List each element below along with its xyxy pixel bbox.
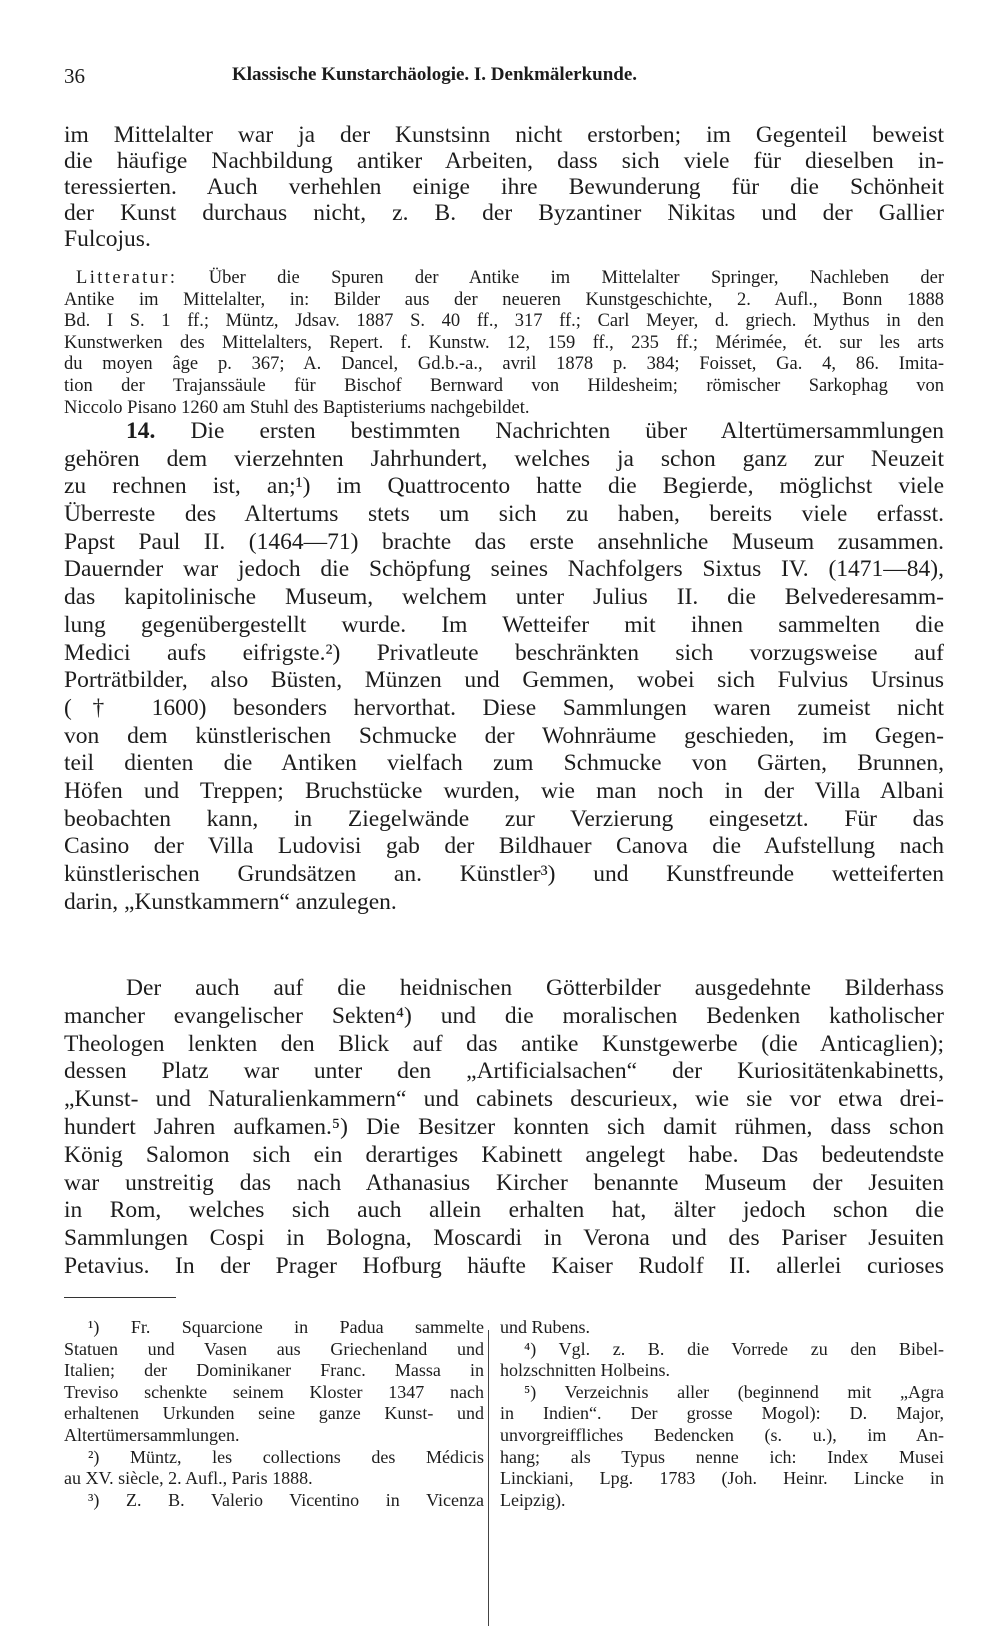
running-head: Klassische Kunstarchäologie. I. Denkmälerkunde. <box>232 64 638 85</box>
text-line: hundert Jahren aufkamen.⁵) Die Besitzer konnten sich damit rühmen, dass schon <box>64 1113 944 1140</box>
literature-line: tion der Trajanssäule für Bischof Bernward von Hildesheim; römischer Sarkophag von <box>64 375 944 396</box>
literature-line: Niccolo Pisano 1260 am Stuhl des Baptisteriums nachgebildet. <box>64 397 530 418</box>
text-line: Dauernder war jedoch die Schöpfung seines Nachfolgers Sixtus IV. (1471—84), <box>64 556 944 583</box>
section-number: 14. <box>126 418 156 444</box>
text-line: darin, „Kunstkammern“ anzulegen. <box>64 888 397 915</box>
text-line: lung gegenübergestellt wurde. Im Wetteifer mit ihnen sammelten die <box>64 611 944 638</box>
literature-line: Kunstwerken des Mittelalters, Repert. f. Kunstw. 12, 159 ff., 235 ff.; Mérimée, ét. sur les arts <box>64 332 944 353</box>
footnote-rule <box>64 1297 176 1298</box>
literature-block <box>64 268 944 419</box>
text-line: Porträtbilder, also Büsten, Münzen und Gemmen, wobei sich Fulvius Ursinus <box>64 667 944 694</box>
text-line: zu rechnen ist, an;¹) im Quattrocento hatte die Begierde, möglichst viele <box>64 473 944 500</box>
footnote-line: Statuen und Vasen aus Griechenland und <box>64 1338 484 1359</box>
text-line: teil dienten die Antiken vielfach zum Schmucke von Gärten, Brunnen, <box>64 750 944 777</box>
footnotes-right-column <box>500 1317 944 1511</box>
text-line: „Kunst- und Naturalienkammern“ und cabinets descurieux, wie sie vor etwa drei- <box>64 1086 944 1113</box>
text-line: Medici aufs eifrigste.²) Privatleute beschränkten sich vorzugsweise auf <box>64 639 944 666</box>
footnote-line: ¹) Fr. Squarcione in Padua sammelte <box>88 1317 484 1337</box>
footnote-line: au XV. siècle, 2. Aufl., Paris 1888. <box>64 1468 313 1489</box>
text-line: († 1600) besonders hervorthat. Diese Sammlungen waren zumeist nicht <box>64 694 944 721</box>
footnote-column-divider <box>488 1330 489 1626</box>
text-line: Der auch auf die heidnischen Götterbilder ausgedehnte Bilderhass <box>126 975 944 1001</box>
text-line: Überreste des Altertums stets um sich zu haben, bereits viele erfasst. <box>64 501 944 528</box>
text-line: der Kunst durchaus nicht, z. B. der Byzantiner Nikitas und der Gallier <box>64 200 944 226</box>
footnote-line: unvorgreiffliches Bedencken (s. u.), im An- <box>500 1424 944 1445</box>
footnote-line: ⁵) Verzeichnis aller (beginnend mit „Agra <box>524 1381 944 1402</box>
text-line: Sammlungen Cospi in Bologna, Moscardi in Verona und des Pariser Jesuiten <box>64 1225 944 1252</box>
footnote-line: Leipzig). <box>500 1489 566 1510</box>
footnote-line: hang; als Typus nenne ich: Index Musei <box>500 1446 944 1467</box>
footnotes-left-column <box>64 1317 484 1511</box>
text-line: die häufige Nachbildung antiker Arbeiten, dass sich viele für dieselben in- <box>64 148 944 174</box>
text-line: Höfen und Treppen; Bruchstücke wurden, wie man noch in der Villa Albani <box>64 777 944 804</box>
literature-line: Antike im Mittelalter, in: Bilder aus der neueren Kunstgeschichte, 2. Aufl., Bonn 1888 <box>64 289 944 310</box>
footnote-line: und Rubens. <box>500 1317 590 1337</box>
text-line: mancher evangelischer Sekten⁴) und die moralischen Bedenken katholischer <box>64 1002 944 1029</box>
text-line: Fulcojus. <box>64 226 151 252</box>
text-line: König Salomon sich ein derartiges Kabinett angelegt habe. Das bedeutendste <box>64 1141 944 1168</box>
paragraph-cabinets <box>64 975 944 1281</box>
footnote-line: ⁴) Vgl. z. B. die Vorrede zu den Bibel- <box>524 1338 944 1359</box>
footnote-line: ²) Müntz, les collections des Médicis <box>88 1446 484 1467</box>
page-number: 36 <box>64 64 85 88</box>
literature-line: Litteratur: Über die Spuren der Antike im Mittelalter Springer, Nachleben der <box>76 268 944 288</box>
footnote-line: ³) Z. B. Valerio Vicentino in Vicenza <box>88 1489 484 1510</box>
text-line: beobachten kann, in Ziegelwände zur Verzierung eingesetzt. Für das <box>64 805 944 832</box>
text-line: gehören dem vierzehnten Jahrhundert, welches ja schon ganz zur Neuzeit <box>64 445 944 472</box>
literature-label: Litteratur: <box>76 268 178 288</box>
text-line: war unstreitig das nach Athanasius Kircher benannte Museum der Jesuiten <box>64 1169 944 1196</box>
footnote-line: holzschnitten Holbeins. <box>500 1360 670 1381</box>
literature-line: Bd. I S. 1 ff.; Müntz, Jdsav. 1887 S. 40 ff., 317 ff.; Carl Meyer, d. griech. Mythus in den <box>64 311 944 332</box>
text-line: teressierten. Auch verhehlen einige ihre Bewunderung für die Schönheit <box>64 174 944 200</box>
page-header <box>64 64 944 92</box>
text-line: im Mittelalter war ja der Kunstsinn nicht erstorben; im Gegenteil beweist <box>64 122 944 148</box>
footnote-line: Treviso schenkte seinem Kloster 1347 nach <box>64 1381 484 1402</box>
text-line: in Rom, welches sich auch allein erhalten hat, älter jedoch schon die <box>64 1197 944 1224</box>
literature-line: du moyen âge p. 367; A. Dancel, Gd.b.-a., avril 1878 p. 384; Foisset, Ga. 4, 86. Imita- <box>64 354 944 375</box>
footnote-line: in Indien“. Der grosse Mogol): D. Major, <box>500 1403 944 1424</box>
text-line: Casino der Villa Ludovisi gab der Bildhauer Canova die Aufstellung nach <box>64 833 944 860</box>
footnote-line: Altertümersammlungen. <box>64 1424 240 1445</box>
text-line: Papst Paul II. (1464—71) brachte das erste ansehnliche Museum zusammen. <box>64 528 944 555</box>
text-line: künstlerischen Grundsätzen an. Künstler³) und Kunstfreunde wetteiferten <box>64 861 944 887</box>
text-line: dessen Platz war unter den „Artificialsachen“ der Kuriositätenkabinetts, <box>64 1058 944 1085</box>
footnote-line: Linckiani, Lpg. 1783 (Joh. Heinr. Lincke in <box>500 1468 944 1489</box>
text-line: Petavius. In der Prager Hofburg häufte Kaiser Rudolf II. allerlei curioses <box>64 1252 944 1279</box>
text-line: von dem künstlerischen Schmucke der Wohnräume geschieden, im Gegen- <box>64 722 944 749</box>
text-line: 14. Die ersten bestimmten Nachrichten über Altertümersammlungen <box>126 418 945 444</box>
text-line: das kapitolinische Museum, welchem unter Julius II. die Belvederesamm- <box>64 584 944 611</box>
paragraph-continuation <box>64 122 944 252</box>
footnote-line: erhaltenen Urkunden seine ganze Kunst- und <box>64 1403 484 1424</box>
footnote-line: Italien; der Dominikaner Franc. Massa in <box>64 1360 484 1381</box>
section-14-paragraph <box>64 418 944 916</box>
text-line: Theologen lenkten den Blick auf das antike Kunstgewerbe (die Anticaglien); <box>64 1030 944 1057</box>
